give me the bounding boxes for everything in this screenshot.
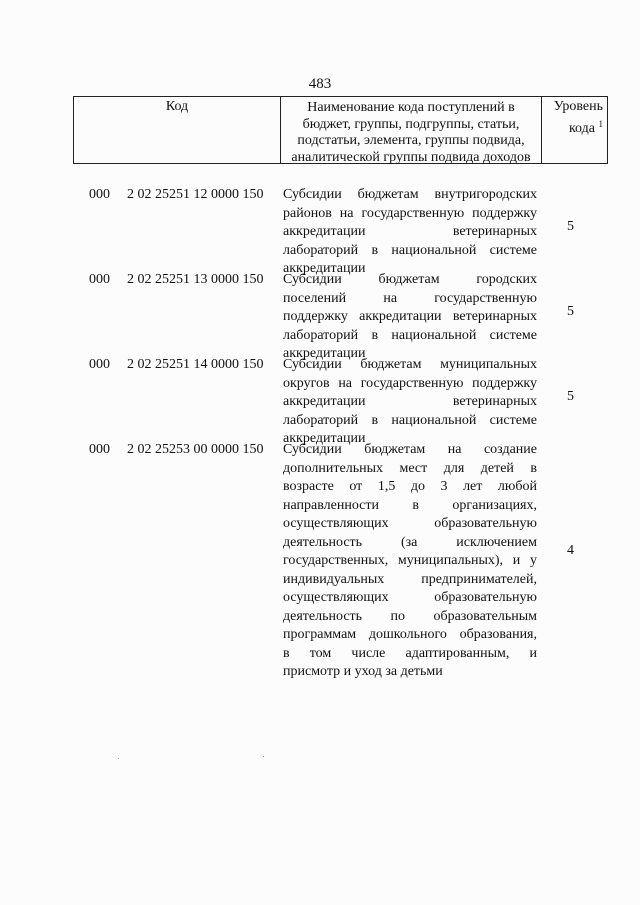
desc-line: аккредитации — [283, 261, 366, 276]
desc-line: дополнительных мест для детей в — [283, 460, 537, 476]
footnote-marker: 1 — [598, 118, 603, 129]
row-prefix: 000 — [89, 187, 110, 202]
row-level: 4 — [567, 543, 574, 558]
header-name — [280, 97, 542, 163]
desc-line: присмотр и уход за детьми — [283, 664, 443, 679]
header-level-text: кода — [568, 120, 595, 136]
desc-line: районов на государственную поддержку — [283, 205, 537, 221]
header-level — [542, 97, 609, 163]
header-name-line: аналитической группы подвида доходов — [291, 149, 531, 165]
desc-line: аккредитации ветеринарных — [283, 394, 537, 409]
table-row — [0, 356, 640, 446]
desc-line: деятельность по образовательным — [283, 608, 537, 624]
desc-line: индивидуальных предпринимателей, — [283, 571, 537, 587]
desc-line: аккредитации ветеринарных — [283, 224, 537, 239]
row-prefix: 000 — [89, 357, 110, 372]
desc-line: лабораторий в национальной системе — [283, 327, 537, 343]
table-row — [0, 271, 640, 361]
desc-line: возрасте от 1,5 до 3 лет любой — [283, 479, 537, 494]
header-name-line: Наименование кода поступлений в — [307, 100, 515, 115]
row-code: 2 02 25251 14 0000 150 — [127, 357, 264, 372]
row-prefix: 000 — [89, 272, 110, 287]
desc-line: аккредитации — [283, 431, 366, 446]
desc-line: направленности в организациях, — [283, 497, 537, 513]
desc-line: Субсидии бюджетам муниципальных — [283, 357, 537, 372]
page-number: 483 — [308, 76, 332, 92]
desc-line: поселений на государственную — [283, 290, 537, 306]
header-level-line2 — [542, 116, 603, 138]
desc-line: аккредитации — [283, 346, 366, 361]
desc-line: государственных, муниципальных), и у — [283, 553, 537, 568]
row-prefix: 000 — [89, 442, 110, 457]
scan-speck — [263, 756, 264, 757]
row-description — [283, 271, 537, 364]
desc-line: осуществляющих образовательную — [283, 590, 537, 605]
header-code: Код — [165, 99, 189, 114]
desc-line: лабораторий в национальной системе — [283, 242, 537, 258]
desc-line: поддержку аккредитации ветеринарных — [283, 309, 537, 324]
row-description — [283, 356, 537, 449]
row-level: 5 — [567, 389, 574, 404]
desc-line: лабораторий в национальной системе — [283, 412, 537, 428]
header-name-line: бюджет, группы, подгруппы, статьи, — [302, 116, 520, 132]
scan-speck — [118, 758, 119, 759]
desc-line: округов на государственную поддержку — [283, 375, 537, 391]
row-code: 2 02 25251 13 0000 150 — [127, 272, 264, 287]
desc-line: осуществляющих образовательную — [283, 516, 537, 531]
table-header — [73, 96, 608, 164]
row-code: 2 02 25251 12 0000 150 — [127, 187, 264, 202]
header-level-line1: Уровень — [553, 99, 603, 114]
desc-line: в том числе адаптированным, и — [283, 645, 537, 661]
table-row — [0, 441, 640, 691]
row-level: 5 — [567, 219, 574, 234]
desc-line: деятельность (за исключением — [283, 534, 537, 550]
desc-line: Субсидии бюджетам городских — [283, 272, 537, 287]
row-description — [283, 441, 537, 682]
header-name-line: подстатьи, элемента, группы подвида, — [297, 133, 525, 148]
desc-line: программам дошкольного образования, — [283, 627, 537, 642]
row-description — [283, 186, 537, 279]
desc-line: Субсидии бюджетам внутригородских — [283, 187, 537, 202]
row-code: 2 02 25253 00 0000 150 — [127, 442, 264, 457]
desc-line: Субсидии бюджетам на создание — [283, 442, 537, 457]
table-row — [0, 186, 640, 276]
table-body — [0, 186, 640, 691]
row-level: 5 — [567, 304, 574, 319]
